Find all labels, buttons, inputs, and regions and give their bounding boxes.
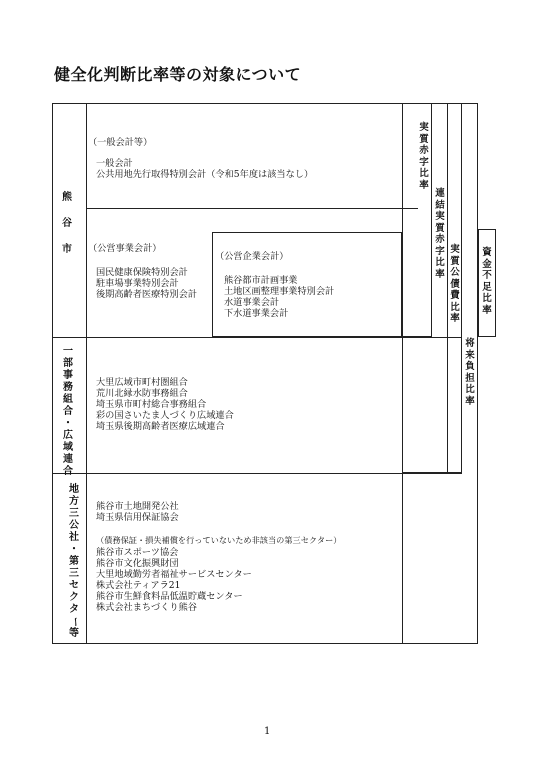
list-item: 熊谷市文化振興財団 — [96, 558, 179, 569]
row-label-chiho: 地 方 三 公 社 ・ 第 三 セ ク タ ー 等 — [69, 484, 80, 639]
list-item: 荒川北縁水防事務組合 — [96, 388, 188, 399]
associations-list — [96, 377, 234, 432]
list-item: 熊谷市スポーツ協会 — [96, 547, 179, 558]
list-item: 熊谷市土地開発公社 — [96, 501, 179, 512]
list-item: 熊谷市生鮮食料品低温貯蔵センター — [96, 591, 243, 602]
list-item: 埼玉県市町村総合事務組合 — [96, 399, 207, 410]
label-debt-service-ratio: 実 質 公 債 費 比 率 — [450, 244, 460, 324]
list-item: 国民健康保険特別会計 — [96, 267, 188, 278]
general-accounts-list — [96, 158, 313, 180]
page-number: 1 — [264, 726, 271, 737]
row-divider-kumagaya — [52, 337, 462, 338]
row-divider-ichibu — [52, 473, 462, 474]
list-item: 土地区画整理事業特別会計 — [224, 286, 335, 297]
public-business-heading: （公営事業会計） — [88, 243, 162, 254]
list-item: 熊谷都市計画事業 — [224, 275, 298, 286]
list-item: 大里広域市町村圏組合 — [96, 377, 188, 388]
list-item: 埼玉県後期高齢者医療広域連合 — [96, 421, 225, 432]
list-item: 公共用地先行取得特別会計（令和5年度は該当なし） — [96, 169, 314, 180]
list-item: 後期高齢者医療特別会計 — [96, 289, 198, 300]
third-sector-non-applicable-list — [96, 547, 252, 613]
general-accounts-heading: （一般会計等） — [88, 137, 153, 148]
label-fund-shortage-ratio: 資 金 不 足 比 率 — [482, 247, 492, 316]
public-enterprise-heading: （公営企業会計） — [215, 251, 289, 262]
public-business-list — [96, 267, 197, 300]
row-label-ichibu: 一 部 事 務 組 合 ・ 広 域 連 合 — [63, 346, 73, 477]
list-item: 株式会社まちづくり熊谷 — [96, 602, 197, 613]
label-deficit-ratio: 実 質 赤 字 比 率 — [419, 122, 429, 191]
label-consolidated-deficit-ratio: 連 結 実 質 赤 字 比 率 — [435, 188, 445, 280]
list-item: 駐車場事業特別会計 — [96, 278, 179, 289]
list-item: 株式会社ティアラ21 — [96, 580, 181, 591]
third-sector-list — [96, 501, 179, 523]
third-sector-note: （債務保証・損失補償を行っていないため非該当の第三セクター） — [96, 535, 342, 545]
list-item: 大里地域勤労者福祉サービスセンター — [96, 569, 252, 580]
public-enterprise-list — [224, 275, 334, 319]
row-label-kumagaya: 熊 谷 市 — [62, 192, 72, 255]
list-item: 彩の国さいたま人づくり広域連合 — [96, 410, 234, 421]
general-accounts-divider — [86, 208, 402, 209]
list-item: 水道事業会計 — [224, 297, 280, 308]
list-item: 一般会計 — [96, 158, 133, 169]
page-title: 健全化判断比率等の対象について — [54, 65, 302, 84]
list-item: 埼玉県信用保証協会 — [96, 512, 179, 523]
label-future-burden-ratio: 将 来 負 担 比 率 — [465, 338, 475, 407]
list-item: 下水道事業会計 — [224, 308, 289, 319]
